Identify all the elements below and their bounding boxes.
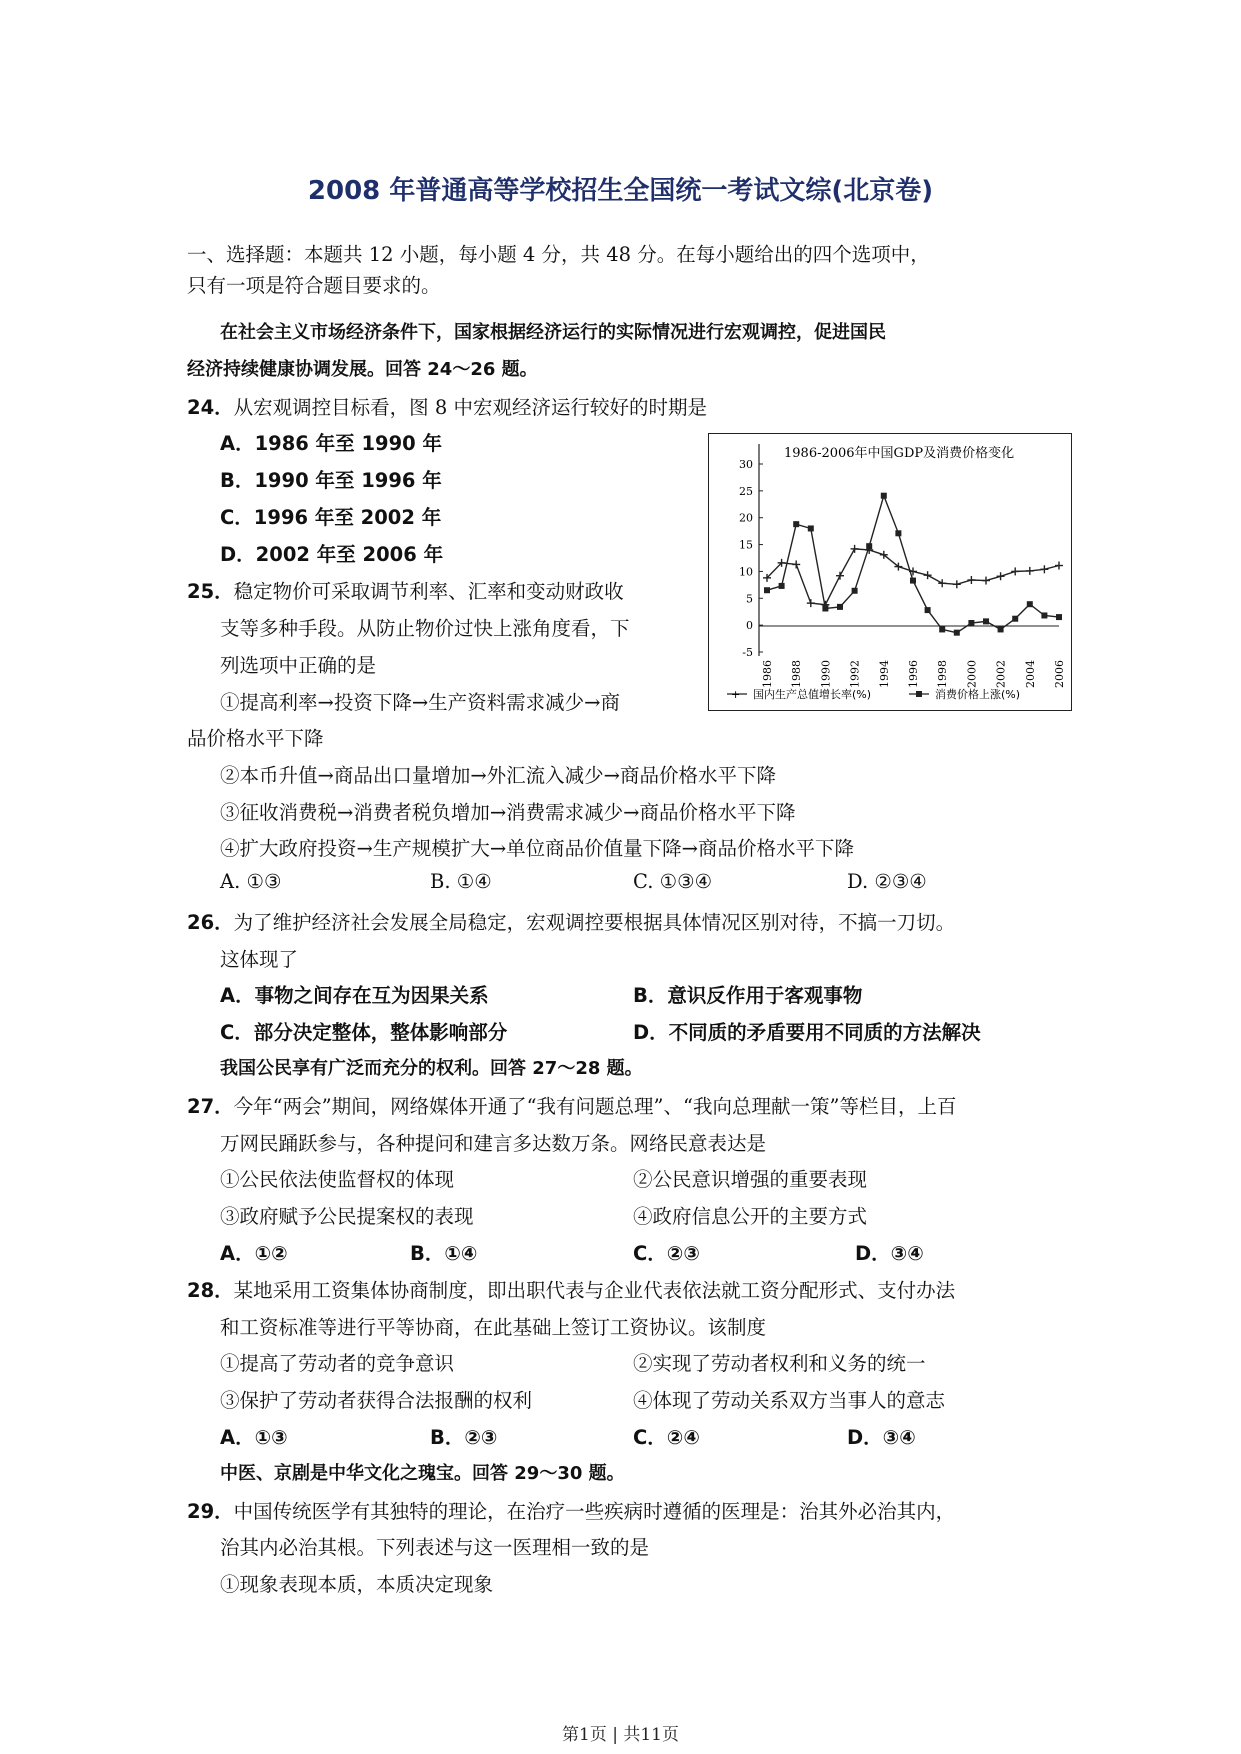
question-stem-line1: 中国传统医学有其独特的理论，在治疗一些疾病时遵循的医理是：治其外必治其内， [233,1500,956,1523]
q27-option-c: C．②③ [633,1242,700,1265]
cpi-point [895,530,901,536]
q28-item4: ④体现了劳动关系双方当事人的意志 [633,1389,946,1412]
cpi-point [954,630,960,636]
cpi-point [793,521,799,527]
q25-item1-line2: 品价格水平下降 [187,727,324,750]
cpi-point [983,618,989,624]
question-number: 28． [187,1279,234,1302]
q27-item2: ②公民意识增强的重要表现 [633,1168,868,1191]
q26-option-b-text: B．意识反作用于客观事物 [633,984,863,1007]
y-tick-label: 0 [746,619,753,633]
question-28-line1 [187,1275,955,1303]
question-24 [187,392,707,420]
x-tick-label: 1986 [761,660,774,688]
x-tick-label: 1988 [790,660,804,688]
q28-option-b: B．②③ [430,1426,498,1449]
intro-24-26-line2: 经济持续健康协调发展。回答 24～26 题。 [187,359,538,380]
question-number: 24． [187,396,234,419]
page-footer: 第1页 | 共11页 [562,1725,679,1745]
q27-option-b: B．①④ [410,1242,478,1265]
q26-option-d-text: D．不同质的矛盾要用不同质的方法解决 [633,1021,981,1044]
cpi-point [764,587,770,593]
question-29-line1 [187,1496,955,1524]
q27-option-a: A．①② [220,1242,288,1265]
q26-option-c-text: C．部分决定整体，整体影响部分 [220,1021,508,1044]
q25-option-a: A. ①③ [220,870,282,893]
cpi-point [881,493,887,499]
q25-option-d: D. ②③④ [847,870,927,893]
question-28-line2: 和工资标准等进行平等协商，在此基础上签订工资协议。该制度 [220,1316,767,1339]
cpi-point [910,578,916,584]
q24-option-d: D．2002 年至 2006 年 [220,543,444,566]
cpi-point [968,620,974,626]
q24-option-c: C．1996 年至 2002 年 [220,506,442,529]
q26-option-b [633,980,862,1008]
q25-item2: ②本币升值→商品出口量增加→外汇流入减少→商品价格水平下降 [220,764,777,787]
question-number: 29． [187,1500,234,1523]
q28-option-c: C．②④ [633,1426,700,1449]
cpi-point [1056,614,1062,620]
q27-item1: ①公民依法使监督权的体现 [220,1168,455,1191]
y-tick-label: 25 [739,484,753,498]
question-stem-line1: 稳定物价可采取调节利率、汇率和变动财政收 [233,580,624,603]
series-line-cpi [767,496,1059,633]
question-29-line2: 治其内必治其根。下列表述与这一医理相一致的是 [220,1536,650,1559]
x-tick-label: 1998 [936,660,950,688]
x-tick-label: 2004 [1023,660,1037,688]
x-tick-label: 1994 [877,660,891,688]
cpi-point [1012,616,1018,622]
intro-24-26-line1: 在社会主义市场经济条件下，国家根据经济运行的实际情况进行宏观调控，促进国民 [220,322,886,343]
cpi-point [866,543,872,549]
q25-item4: ④扩大政府投资→生产规模扩大→单位商品价值量下降→商品价格水平下降 [220,837,855,860]
legend-cpi-label: 消费价格上涨(%) [935,688,1021,701]
q27-option-d: D．③④ [855,1242,924,1265]
q29-item1: ①现象表现本质，本质决定现象 [220,1573,494,1596]
x-tick-label: 1992 [848,660,862,688]
y-tick-label: 20 [739,511,753,525]
q25-item3: ③征收消费税→消费者税负增加→消费需求减少→商品价格水平下降 [220,801,796,824]
question-25-line2: 支等多种手段。从防止物价过快上涨角度看，下 [220,617,630,640]
intro-27-28: 我国公民享有广泛而充分的权利。回答 27～28 题。 [220,1058,643,1079]
legend-gdp-label: 国内生产总值增长率(%) [753,688,872,701]
q27-item3: ③政府赋予公民提案权的表现 [220,1205,474,1228]
series-line-gdp [767,549,1059,605]
q25-option-b: B. ①④ [430,870,492,893]
y-tick-label: 10 [739,565,753,579]
question-number: 27． [187,1095,234,1118]
q24-option-b: B．1990 年至 1996 年 [220,469,442,492]
chart-title: 1986-2006年中国GDP及消费价格变化 [784,446,1015,461]
x-tick-label: 2006 [1053,660,1066,688]
question-27-line2: 万网民踊跃参与，各种提问和建言多达数万条。网络民意表达是 [220,1132,767,1155]
q26-option-d [633,1017,981,1045]
q27-item4: ④政府信息公开的主要方式 [633,1205,868,1228]
cpi-point [925,607,931,613]
page-title: 2008 年普通高等学校招生全国统一考试文综(北京卷) [307,176,934,206]
question-stem-line1: 为了维护经济社会发展全局稳定，宏观调控要根据具体情况区别对待，不搞一刀切。 [233,911,956,934]
x-tick-label: 1990 [819,660,833,688]
y-tick-label: 30 [739,458,753,471]
question-27-line1 [187,1091,956,1119]
section-header-line1: 一、选择题：本题共 12 小题，每小题 4 分，共 48 分。在每小题给出的四个选项中， [187,243,930,266]
question-stem-line1: 某地采用工资集体协商制度，即出职代表与企业代表依法就工资分配形式、支付办法 [233,1279,956,1302]
q28-item3: ③保护了劳动者获得合法报酬的权利 [220,1389,533,1412]
legend-gdp-marker-plus: + [731,688,741,701]
q28-option-a: A．①③ [220,1426,288,1449]
figure-8-chart [708,433,1072,711]
question-25-line3: 列选项中正确的是 [220,654,377,677]
cpi-point [1027,601,1033,607]
q25-option-c: C. ①③④ [633,870,713,893]
cpi-point [852,588,858,594]
q26-option-a-text: A．事物之间存在互为因果关系 [220,984,489,1007]
question-stem-line1: 今年“两会”期间，网络媒体开通了“我有问题总理”、“我向总理献一策”等栏目，上百 [233,1095,957,1118]
cpi-point [822,605,828,611]
legend-cpi-marker-square [916,691,922,697]
intro-29-30: 中医、京剧是中华文化之瑰宝。回答 29～30 题。 [220,1463,625,1484]
cpi-point [998,626,1004,632]
cpi-point [939,626,945,632]
cpi-point [779,583,785,589]
x-tick-label: 2002 [994,660,1008,688]
y-tick-label: 5 [746,592,753,606]
y-tick-label: 15 [739,538,753,552]
chart-svg [709,434,1071,710]
cpi-point [1041,612,1047,618]
question-25-line1 [187,576,624,604]
question-number: 25． [187,580,234,603]
section-header-line2: 只有一项是符合题目要求的。 [187,274,441,297]
q28-option-d: D．③④ [847,1426,916,1449]
question-26-line1 [187,907,955,935]
cpi-point [837,604,843,610]
cpi-point [808,525,814,531]
q26-option-a [220,980,489,1008]
q28-item2: ②实现了劳动者权利和义务的统一 [633,1352,926,1375]
x-tick-label: 1996 [907,660,920,688]
question-number: 26． [187,911,234,934]
x-tick-label: 2000 [965,660,979,688]
y-tick-label: -5 [742,646,753,659]
q25-item1-line1: ①提高利率→投资下降→生产资料需求减少→商 [220,691,621,714]
q26-option-c [220,1017,507,1045]
question-stem: 从宏观调控目标看，图 8 中宏观经济运行较好的时期是 [233,396,707,419]
q28-item1: ①提高了劳动者的竞争意识 [220,1352,455,1375]
q24-option-a: A．1986 年至 1990 年 [220,432,443,455]
question-26-line2: 这体现了 [220,948,299,971]
